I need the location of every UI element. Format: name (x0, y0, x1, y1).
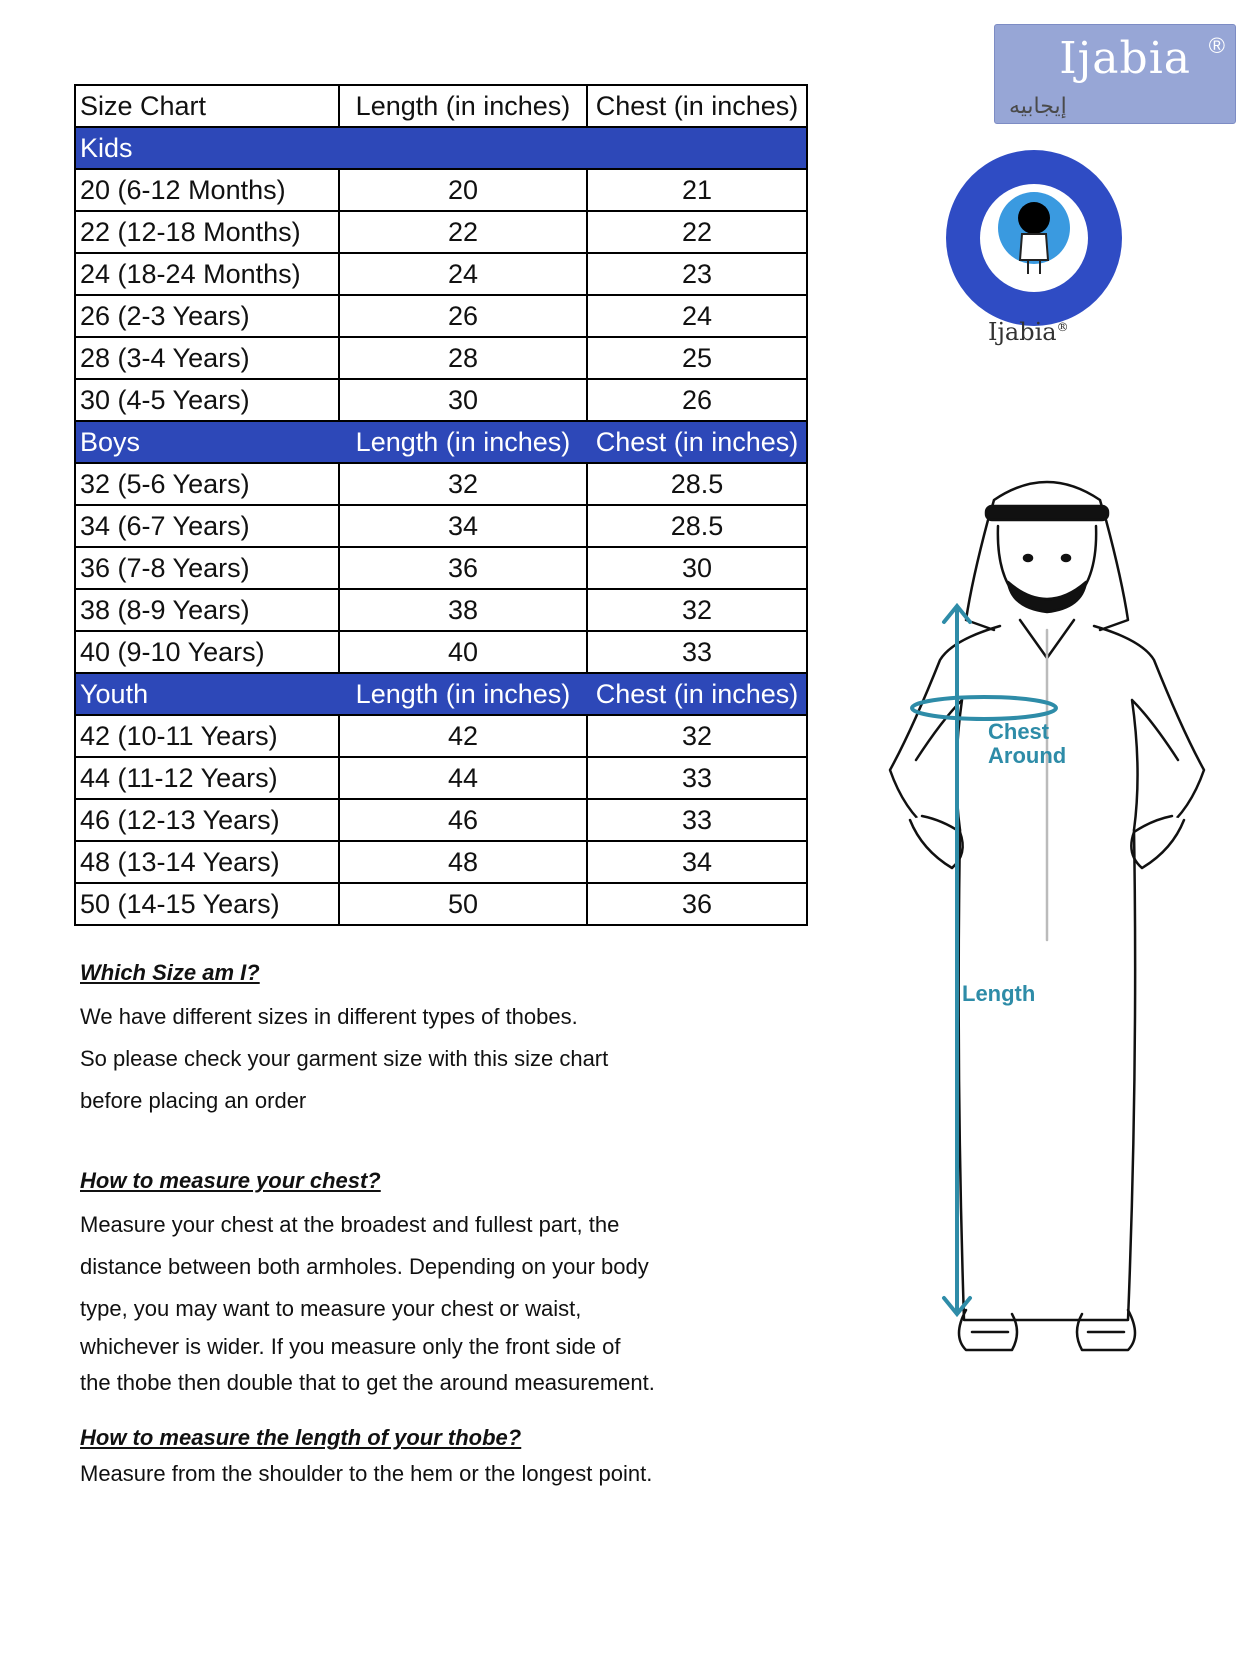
thobe-figure (882, 470, 1212, 1390)
length-cell: 34 (339, 505, 587, 547)
size-cell: 26 (2-3 Years) (75, 295, 339, 337)
logo-arabic-text: إيجابيه (1009, 93, 1067, 118)
table-header-row (75, 85, 807, 127)
measure-chest-line: whichever is wider. If you measure only the front side of (80, 1334, 621, 1359)
table-row (75, 715, 807, 757)
registered-mark: ® (1208, 33, 1225, 58)
header-length: Length (in inches) (339, 85, 587, 127)
section-header-row (75, 127, 807, 169)
length-cell: 48 (339, 841, 587, 883)
length-cell: 44 (339, 757, 587, 799)
which-size-heading: Which Size am I? (80, 960, 260, 985)
chest-cell: 32 (587, 589, 807, 631)
length-label: Length (962, 981, 1036, 1006)
table-row (75, 337, 807, 379)
size-cell: 24 (18-24 Months) (75, 253, 339, 295)
table-row (75, 883, 807, 925)
table-row (75, 211, 807, 253)
length-cell: 32 (339, 463, 587, 505)
size-cell: 30 (4-5 Years) (75, 379, 339, 421)
length-cell: 26 (339, 295, 587, 337)
size-cell: 42 (10-11 Years) (75, 715, 339, 757)
chest-cell: 22 (587, 211, 807, 253)
chest-cell: 21 (587, 169, 807, 211)
size-cell: 22 (12-18 Months) (75, 211, 339, 253)
measure-chest-line: distance between both armholes. Depending on your body (80, 1254, 649, 1279)
header-size-chart: Size Chart (75, 85, 339, 127)
chest-cell: 33 (587, 757, 807, 799)
measure-chest-section (80, 1168, 655, 1406)
size-cell: 44 (11-12 Years) (75, 757, 339, 799)
table-row (75, 379, 807, 421)
chest-cell: 25 (587, 337, 807, 379)
chest-cell: 36 (587, 883, 807, 925)
logo-wordmark: Ijabia (1059, 33, 1191, 84)
emblem-registered-mark: ® (1056, 320, 1069, 334)
table-row (75, 295, 807, 337)
which-size-line: So please check your garment size with this size chart (80, 1046, 609, 1071)
length-cell: 22 (339, 211, 587, 253)
section-name: Kids (75, 127, 339, 169)
section-length-header (339, 127, 587, 169)
measure-length-line: Measure from the shoulder to the hem or the longest point. (80, 1461, 653, 1486)
table-row (75, 547, 807, 589)
length-cell: 30 (339, 379, 587, 421)
which-size-section (80, 960, 608, 1130)
measure-chest-heading: How to measure your chest? (80, 1168, 381, 1193)
chest-label-line-1: Chest (988, 719, 1050, 744)
length-cell: 46 (339, 799, 587, 841)
section-length-header: Length (in inches) (339, 421, 587, 463)
size-cell: 34 (6-7 Years) (75, 505, 339, 547)
measure-length-heading: How to measure the length of your thobe? (80, 1425, 522, 1450)
table-row (75, 841, 807, 883)
table-row (75, 505, 807, 547)
chest-cell: 28.5 (587, 505, 807, 547)
which-size-line: We have different sizes in different types of thobes. (80, 1004, 578, 1029)
section-length-header: Length (in inches) (339, 673, 587, 715)
emblem-caption (988, 318, 1069, 346)
chest-cell: 33 (587, 799, 807, 841)
chest-cell: 23 (587, 253, 807, 295)
evil-eye-icon (944, 148, 1134, 328)
size-cell: 40 (9-10 Years) (75, 631, 339, 673)
length-cell: 24 (339, 253, 587, 295)
measure-chest-line: Measure your chest at the broadest and fullest part, the (80, 1212, 620, 1237)
table-row (75, 463, 807, 505)
size-cell: 48 (13-14 Years) (75, 841, 339, 883)
size-cell: 50 (14-15 Years) (75, 883, 339, 925)
size-cell: 28 (3-4 Years) (75, 337, 339, 379)
section-header-row (75, 673, 807, 715)
size-cell: 20 (6-12 Months) (75, 169, 339, 211)
chest-cell: 33 (587, 631, 807, 673)
which-size-line: before placing an order (80, 1088, 307, 1113)
brand-logo (994, 24, 1236, 124)
table-row (75, 757, 807, 799)
size-chart-table (74, 84, 808, 926)
table-row (75, 799, 807, 841)
chest-cell: 26 (587, 379, 807, 421)
size-cell: 32 (5-6 Years) (75, 463, 339, 505)
header-chest: Chest (in inches) (587, 85, 807, 127)
section-header-row (75, 421, 807, 463)
table-row (75, 253, 807, 295)
length-cell: 36 (339, 547, 587, 589)
chest-label-line-2: Around (988, 743, 1067, 769)
chest-cell: 34 (587, 841, 807, 883)
section-name: Youth (75, 673, 339, 715)
chest-cell: 32 (587, 715, 807, 757)
chest-cell: 28.5 (587, 463, 807, 505)
length-cell: 40 (339, 631, 587, 673)
section-chest-header: Chest (in inches) (587, 421, 807, 463)
emblem-caption-text: Ijabia (988, 318, 1057, 346)
length-cell: 28 (339, 337, 587, 379)
length-cell: 20 (339, 169, 587, 211)
section-chest-header: Chest (in inches) (587, 673, 807, 715)
chest-cell: 24 (587, 295, 807, 337)
size-chart-body (75, 85, 807, 925)
length-cell: 50 (339, 883, 587, 925)
chest-around-label (988, 720, 1066, 768)
size-cell: 38 (8-9 Years) (75, 589, 339, 631)
table-row (75, 589, 807, 631)
section-chest-header (587, 127, 807, 169)
measure-chest-line: the thobe then double that to get the around measurement. (80, 1370, 655, 1395)
length-cell: 42 (339, 715, 587, 757)
measure-length-section (80, 1425, 652, 1497)
table-row (75, 631, 807, 673)
chest-cell: 30 (587, 547, 807, 589)
section-name: Boys (75, 421, 339, 463)
size-cell: 36 (7-8 Years) (75, 547, 339, 589)
size-cell: 46 (12-13 Years) (75, 799, 339, 841)
measure-chest-line: type, you may want to measure your chest or waist, (80, 1296, 582, 1321)
table-row (75, 169, 807, 211)
length-cell: 38 (339, 589, 587, 631)
thobe-illustration (882, 470, 1212, 1390)
